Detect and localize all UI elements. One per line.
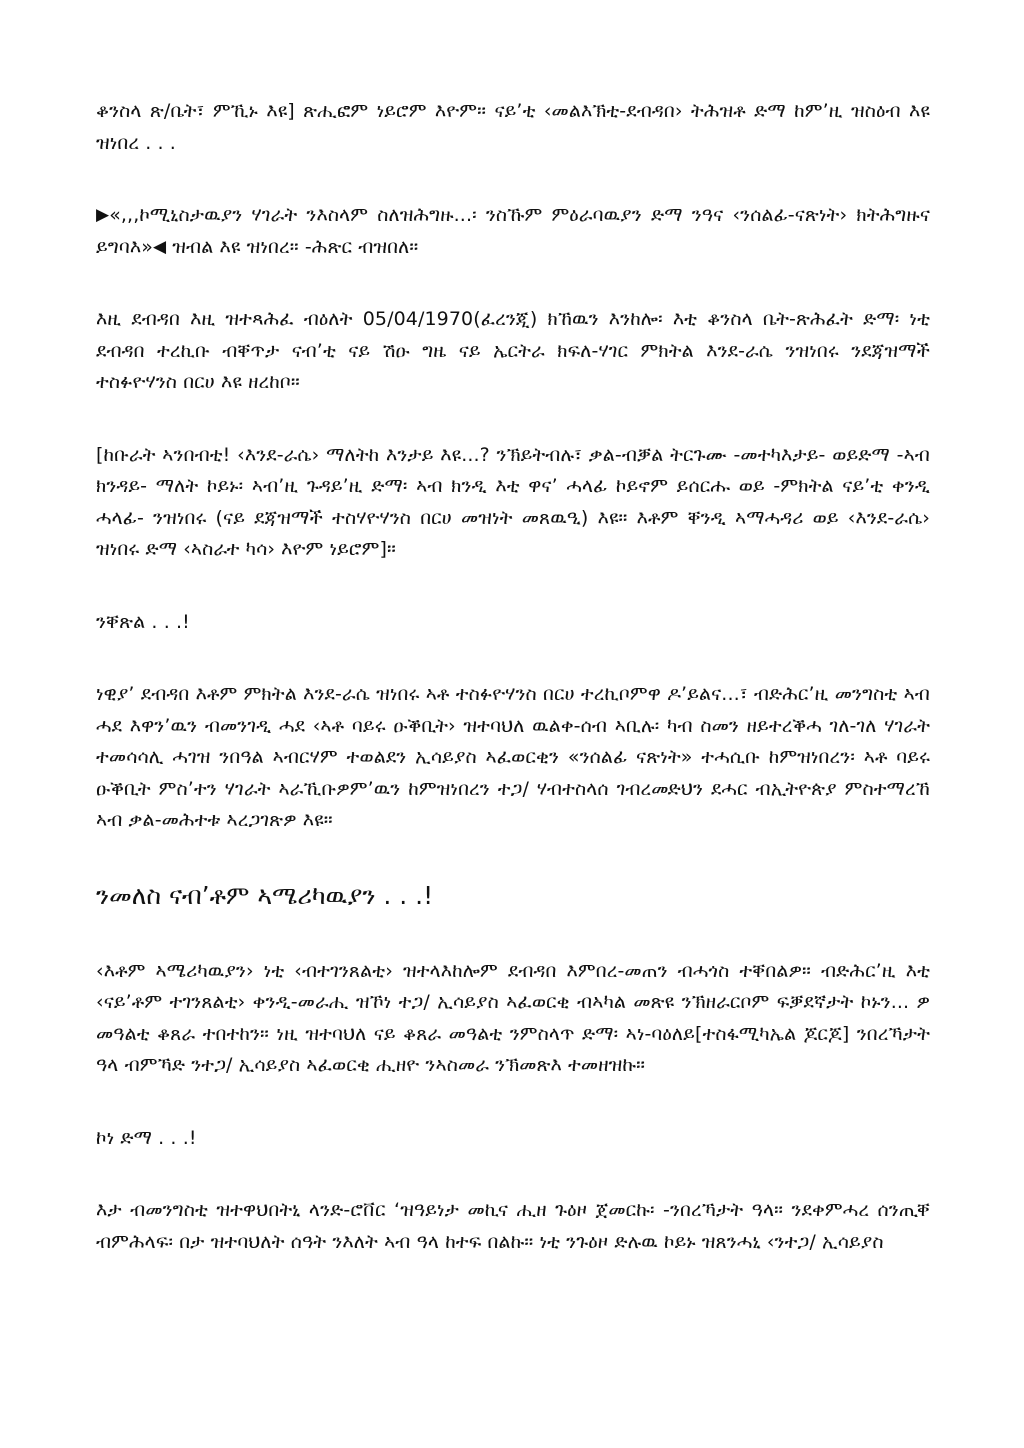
paragraph-4: [ከቡራት ኣንበብቲ! ‹እንደ-ራሴ› ማለትከ እንታይ እዩ...? ንኽይትብሉ፣ ቃል-ብቓል ትርጉሙ -መተካእታይ- ወይድማ -ኣብ ክንዳይ- ማለት ኮይኑ፡ ኣብ’ዚ ጉዳይ’ዚ ድማ፡ ኣብ ክንዲ እቲ ዋና’ ሓላፊ ኮይኖም ይሰርሑ ወይ -ምክትል ናይ’ቲ ቀንዲ ሓላፊ- ንዝነበሩ (ናይ ደጃዝማች ተስሃዮሃንስ በርሀ መዝነት መጸዉዒ) እዩ። እቶም ቐንዲ ኣማሓዳሪ ወይ ‹እንደ-ራሴ› ዝነበሩ ድማ ‹ኣስራተ ካሳ› እዮም ነይሮም]። [96,443,930,560]
left-triangle-icon: ◀ [152,236,167,257]
paragraph-9: እታ ብመንግስቲ ዝተዋህበትኒ ላንድ-ሮቨር ‘ዝዓይነታ መኪና ሒዘ ጉዕዞ ጀመርኩ፡ -ንበረኻታት ዓላ። ንደቀምሓረ ሰንጢቐ ብምሕላፍ፡ በታ ዝተባህለት ሰዓት ንእለት ኣብ ዓላ ከተፍ በልኩ። ነቲ ንጉዕዞ ድሉዉ ኮይኑ ዝጸንሓኒ ‹ንተጋ/ ኢሳይያስ [96,1199,930,1253]
paragraph-2 [96,200,930,263]
paragraph-2-tail: ዝብል እዩ ዝነበረ። -ሕጽር ብዝበለ። [166,235,419,258]
right-triangle-icon: ▶ [96,205,110,225]
section-heading: ንመለስ ናብ’ቶም ኣሜሪካዉያን . . .! [96,880,434,910]
paragraph-3: እዚ ደብዳበ እዚ ዝተጻሕፈ ብዕለት 05/04/1970(ፈረንጂ) ክኸዉን እንከሎ፡ እቲ ቆንስላ ቤት-ጽሕፈት ድማ፡ ነቲ ደብዳበ ተረኪቡ ብቐጥታ ናብ’ቲ ናይ ሽዑ ግዜ ናይ ኤርትራ ክፍለ-ሃገር ምክትል እንደ-ራሴ ንዝነበሩ ንደጃዝማች ተስፉዮሃንስ በርሀ እዩ ዘረከቦ። [96,308,930,393]
paragraph-1: ቆንስላ ጽ/ቤት፣ ምኺኑ እዩ] ጽሒፎም ነይሮም እዮም። ናይ’ቲ ‹መልእኽቲ-ደብዳበ› ትሕዝቶ ድማ ከም’ዚ ዝስዕብ እዩ ዝነበረ . . . [96,100,930,154]
paragraph-6: ነዊያ’ ደብዳበ እቶም ምክትል እንደ-ራሴ ዝነበሩ ኣቶ ተስፉዮሃንስ በርሀ ተረኪቦምዋ ዶ’ይልና...፣ ብድሕር’ዚ መንግስቲ ኣብ ሓደ እዋን’ዉን ብመንገዲ ሓደ ‹ኣቶ ባይሩ ዑቕቢት› ዝተባህለ ዉልቀ-ሰብ ኣቢሉ፡ ካብ ስመን ዘይተረቕሓ ገለ-ገለ ሃገራት ተመሳሳሊ ሓገዝ ንበዓል ኣብርሃም ተወልደን ኢሳይያስ ኣፈወርቂን «ንሰልፊ ናጽነት» ተሓሲቡ ከምዝነበረን፡ ኣቶ ባይሩ ዑቕቢት ምስ’ተን ሃገራት ኣራኺቡዎም’ዉን ከምዝነበረን ተጋ/ ሃብተስላሰ ገብረመድህን ደሓር ብኢትዮጵያ ምስተማረኸ ኣብ ቃል-መሕተቱ ኣረጋገጽዎ እዩ። [96,683,930,831]
paragraph-5: ንቐጽል . . .! [96,610,190,633]
paragraph-8: ኮነ ድማ . . .! [96,1126,197,1149]
paragraph-2-quote: «,,,ኮሚኒስታዉያን ሃገራት ንእስላም ስለዝሕግዙ...፡ ንስኹም ምዕራባዉያን ድማ ንዓና ‹ንሰልፊ-ናጽነት› ክትሕግዙና ይግባእ» [96,204,930,258]
document-page [96,96,930,1299]
paragraph-7: ‹እቶም ኣሜሪካዉያን› ነቲ ‹ብተገንጸልቲ› ዝተላእከሎም ደብዳበ እምበረ-መጠን ብሓጎስ ተቐበልዎ። ብድሕር’ዚ እቲ ‹ናይ’ቶም ተገንጸልቲ› ቀንዲ-መራሒ ዝኾነ ተጋ/ ኢሳይያስ ኣፈወርቂ ብኣካል መጽዩ ንኽዘራርቦም ፍቓደኛታት ኮኑን... ዎ መዓልቲ ቆጸራ ተበተከን። ነዚ ዝተባህለ ናይ ቆጸራ መዓልቲ ንምስላጥ ድማ፡ ኣነ-ባዕለይ[ተስፋሚካኤል ጆርጆ] ንበረኻታት ዓላ ብምኻድ ንተጋ/ ኢሳይያስ ኣፈወርቂ ሒዘዮ ንኣስመራ ንኽመጽእ ተመዘዝኩ። [96,959,930,1076]
